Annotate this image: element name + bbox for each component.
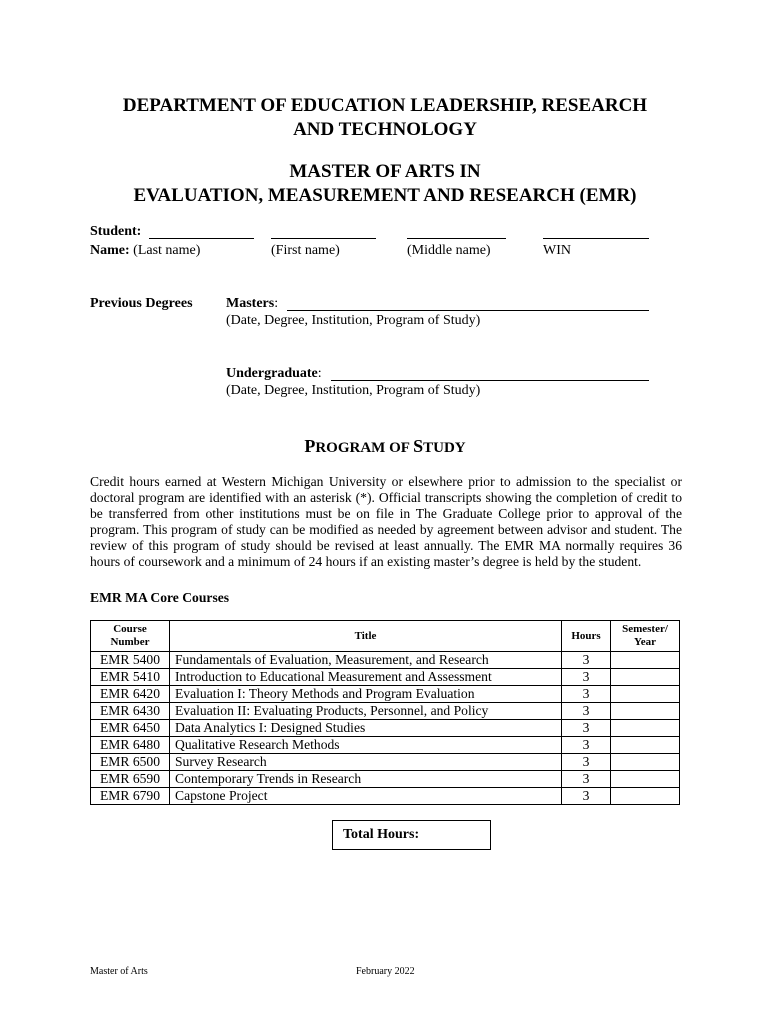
course-number-cell: EMR 6590 xyxy=(91,771,170,788)
pos-title-p: P xyxy=(304,436,316,456)
table-row xyxy=(91,754,680,771)
semester-header-line2: Year xyxy=(634,636,656,648)
semester-year-cell[interactable] xyxy=(611,771,680,788)
student-label: Student: xyxy=(90,224,142,239)
table-row xyxy=(91,703,680,720)
core-courses-table xyxy=(90,620,680,805)
win-field[interactable] xyxy=(543,238,649,239)
name-label: Name: xyxy=(90,243,130,258)
course-number-cell: EMR 6790 xyxy=(91,788,170,805)
table-row xyxy=(91,737,680,754)
course-title-cell: Evaluation II: Evaluating Products, Personnel, and Policy xyxy=(170,703,562,720)
table-row xyxy=(91,686,680,703)
course-header-line2: Number xyxy=(110,636,150,648)
course-hours-cell: 3 xyxy=(562,652,611,669)
hours-header: Hours xyxy=(562,621,611,652)
semester-year-cell[interactable] xyxy=(611,737,680,754)
win-hint: WIN xyxy=(543,243,571,258)
department-title-line1: DEPARTMENT OF EDUCATION LEADERSHIP, RESEARCH xyxy=(122,95,648,116)
semester-year-cell[interactable] xyxy=(611,788,680,805)
semester-year-cell[interactable] xyxy=(611,669,680,686)
undergrad-colon: : xyxy=(317,366,322,381)
pos-title-tudy: TUDY xyxy=(423,440,466,456)
department-title-line2: AND TECHNOLOGY xyxy=(293,119,477,140)
pos-title-s: S xyxy=(413,436,424,456)
course-number-cell: EMR 5410 xyxy=(91,669,170,686)
course-number-cell: EMR 5400 xyxy=(91,652,170,669)
program-title-line1: MASTER OF ARTS IN xyxy=(289,161,481,182)
semester-year-cell[interactable] xyxy=(611,720,680,737)
undergrad-field[interactable] xyxy=(331,380,649,381)
course-title-cell: Fundamentals of Evaluation, Measurement, and Research xyxy=(170,652,562,669)
course-title-cell: Capstone Project xyxy=(170,788,562,805)
name-label-row xyxy=(90,243,200,259)
course-hours-cell: 3 xyxy=(562,703,611,720)
table-header-row xyxy=(91,621,680,652)
course-hours-cell: 3 xyxy=(562,686,611,703)
pos-title-rogram: ROGRAM OF xyxy=(315,440,414,456)
semester-year-cell[interactable] xyxy=(611,703,680,720)
course-title-cell: Introduction to Educational Measurement and Assessment xyxy=(170,669,562,686)
course-hours-cell: 3 xyxy=(562,788,611,805)
program-title-line2: EVALUATION, MEASUREMENT AND RESEARCH (EMR) xyxy=(133,185,637,206)
footer-date: February 2022 xyxy=(356,966,415,977)
program-of-study-title xyxy=(0,436,770,457)
last-name-field[interactable] xyxy=(149,238,254,239)
semester-year-cell[interactable] xyxy=(611,686,680,703)
course-number-cell: EMR 6430 xyxy=(91,703,170,720)
course-hours-cell: 3 xyxy=(562,754,611,771)
course-title-cell: Contemporary Trends in Research xyxy=(170,771,562,788)
table-row xyxy=(91,788,680,805)
semester-header xyxy=(611,621,680,652)
course-hours-cell: 3 xyxy=(562,771,611,788)
middle-name-field[interactable] xyxy=(407,238,506,239)
last-name-hint: (Last name) xyxy=(133,243,201,258)
course-number-header xyxy=(91,621,170,652)
course-hours-cell: 3 xyxy=(562,720,611,737)
course-title-cell: Evaluation I: Theory Methods and Program Evaluation xyxy=(170,686,562,703)
course-number-cell: EMR 6450 xyxy=(91,720,170,737)
semester-header-line1: Semester/ xyxy=(622,623,668,635)
masters-colon: : xyxy=(274,296,279,311)
first-name-field[interactable] xyxy=(271,238,376,239)
middle-name-hint: (Middle name) xyxy=(407,243,491,258)
course-title-cell: Qualitative Research Methods xyxy=(170,737,562,754)
course-title-cell: Survey Research xyxy=(170,754,562,771)
previous-degrees-label: Previous Degrees xyxy=(90,296,193,311)
course-hours-cell: 3 xyxy=(562,737,611,754)
masters-label-wrap xyxy=(226,296,278,312)
undergrad-label-wrap xyxy=(226,366,322,382)
masters-hint: (Date, Degree, Institution, Program of Study) xyxy=(226,313,481,328)
course-number-cell: EMR 6480 xyxy=(91,737,170,754)
total-hours-label: Total Hours: xyxy=(343,827,420,842)
masters-label: Masters xyxy=(226,296,275,311)
table-row xyxy=(91,652,680,669)
title-header: Title xyxy=(170,621,562,652)
course-title-cell: Data Analytics I: Designed Studies xyxy=(170,720,562,737)
footer-left: Master of Arts xyxy=(90,966,148,977)
table-row xyxy=(91,771,680,788)
table-row xyxy=(91,720,680,737)
undergrad-hint: (Date, Degree, Institution, Program of Study) xyxy=(226,383,481,398)
masters-field[interactable] xyxy=(287,310,649,311)
table-row xyxy=(91,669,680,686)
course-number-cell: EMR 6420 xyxy=(91,686,170,703)
course-number-cell: EMR 6500 xyxy=(91,754,170,771)
undergrad-label: Undergraduate xyxy=(226,366,318,381)
core-courses-heading: EMR MA Core Courses xyxy=(90,590,230,605)
semester-year-cell[interactable] xyxy=(611,652,680,669)
program-description: Credit hours earned at Western Michigan University or elsewhere prior to admission to the specialist or doctoral program are identified with an asterisk (*). Official transcripts showing the completion of credit to be transferred from other institutions must be on file in The Graduate College prior to approval of the program. This program of study can be modified as needed by agreement between advisor and student. The review of this program of study should be revised at least annually. The EMR MA normally requires 36 hours of coursework and a minimum of 24 hours if an existing master’s degree is held by the student. xyxy=(90,474,682,569)
total-hours-box[interactable] xyxy=(332,820,491,850)
semester-year-cell[interactable] xyxy=(611,754,680,771)
course-header-line1: Course xyxy=(113,623,147,635)
first-name-hint: (First name) xyxy=(271,243,340,258)
course-hours-cell: 3 xyxy=(562,669,611,686)
